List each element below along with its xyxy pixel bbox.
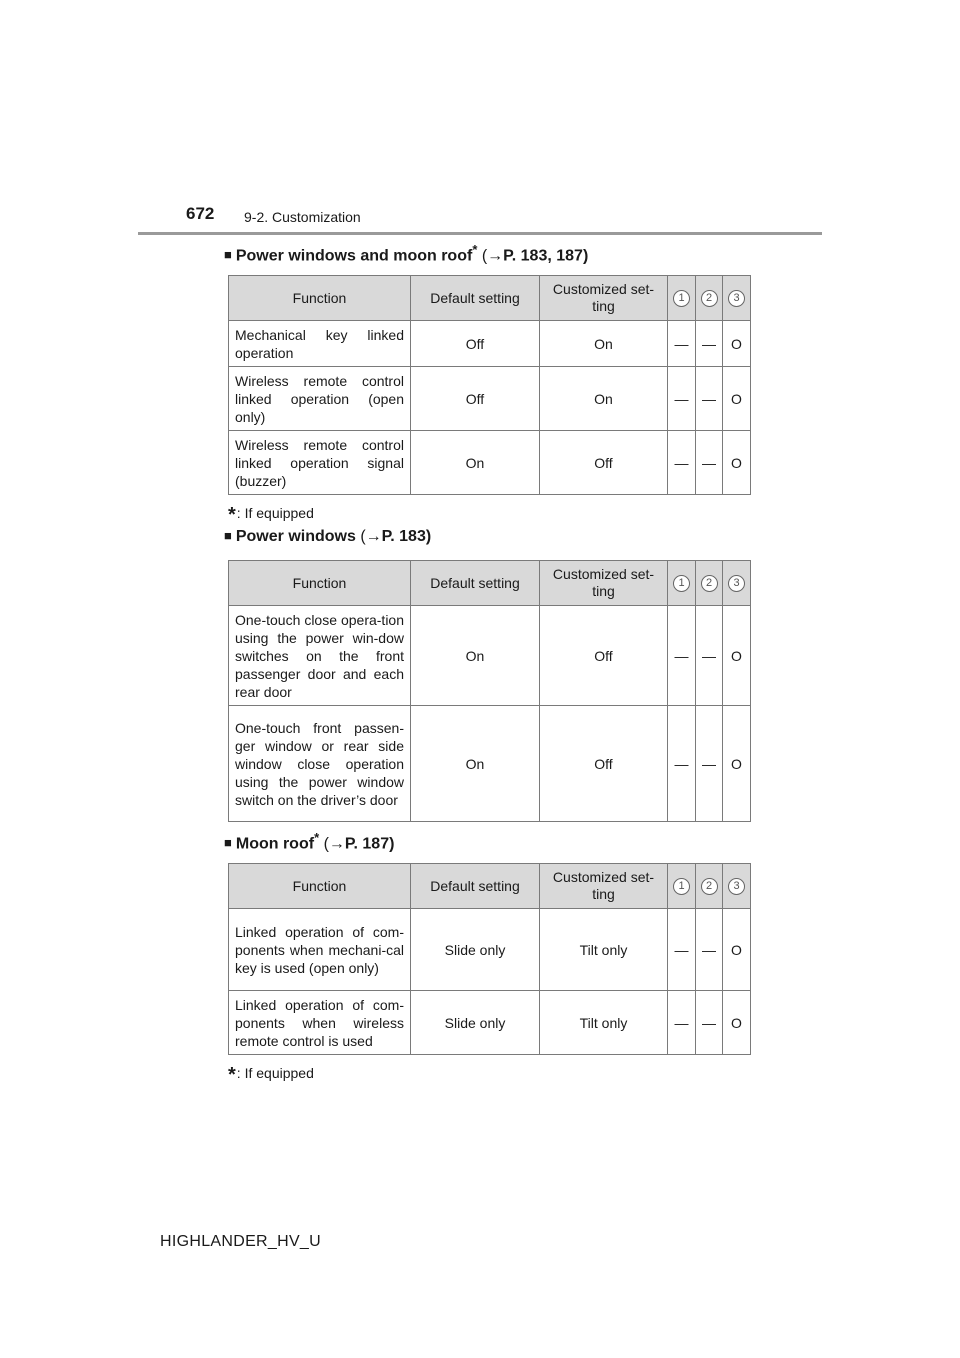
method-3-cell: O: [723, 991, 751, 1055]
table-row: [229, 706, 751, 822]
col-method-2: [696, 864, 723, 909]
circled-2-icon: 2: [701, 290, 718, 307]
square-bullet-icon: ■: [224, 528, 232, 543]
circled-1-icon: 1: [673, 575, 690, 592]
method-1-cell: —: [668, 431, 696, 495]
circled-1-icon: 1: [673, 290, 690, 307]
custom-cell: On: [540, 367, 668, 431]
table-header-row: [229, 864, 751, 909]
table-row: [229, 991, 751, 1055]
method-2-cell: —: [696, 606, 723, 706]
footnote: [228, 1061, 314, 1084]
function-cell: Wireless remote control linked operation (open only): [229, 367, 411, 431]
page-number: 672: [186, 204, 215, 223]
custom-cell: Off: [540, 606, 668, 706]
circled-3-icon: 3: [728, 575, 745, 592]
arrow-right-icon: →: [328, 835, 345, 853]
col-function: Function: [229, 864, 411, 909]
custom-cell: Off: [540, 431, 668, 495]
default-cell: On: [411, 606, 540, 706]
table-row: [229, 367, 751, 431]
settings-table-power-windows-moon-roof: [228, 275, 751, 495]
circled-1-icon: 1: [673, 878, 690, 895]
method-3-cell: O: [723, 706, 751, 822]
default-cell: Off: [411, 321, 540, 367]
footnote-star-icon: *: [472, 242, 478, 257]
col-method-2: [696, 276, 723, 321]
col-default-setting: Default setting: [411, 561, 540, 606]
footnote-star-icon: *: [228, 504, 236, 526]
method-2-cell: —: [696, 367, 723, 431]
section-heading-power-windows: [224, 528, 431, 546]
ref-open: (: [481, 247, 488, 265]
method-2-cell: —: [696, 909, 723, 991]
page-ref-link[interactable]: P. 183): [381, 528, 432, 545]
function-cell: One-touch front passen-ger window or rear side window close operation using the power window switch on the driver’s door: [229, 706, 411, 822]
custom-cell: Off: [540, 706, 668, 822]
table-row: [229, 321, 751, 367]
method-1-cell: —: [668, 321, 696, 367]
method-3-cell: O: [723, 909, 751, 991]
section-heading-power-windows-moon-roof: [224, 242, 588, 265]
circled-3-icon: 3: [728, 290, 745, 307]
col-customized-setting: Customized set- ting: [540, 276, 668, 321]
method-1-cell: —: [668, 367, 696, 431]
square-bullet-icon: ■: [224, 247, 232, 263]
table-header-row: [229, 276, 751, 321]
footnote: [228, 501, 314, 524]
col-method-1: [668, 561, 696, 606]
page-ref-link[interactable]: P. 187): [344, 835, 395, 853]
section-title: Power windows and moon roof: [235, 247, 473, 265]
circled-2-icon: 2: [701, 575, 718, 592]
method-1-cell: —: [668, 706, 696, 822]
arrow-right-icon: →: [365, 528, 382, 545]
footnote-star-icon: *: [228, 1064, 236, 1086]
chapter-title: 9-2. Customization: [244, 209, 361, 225]
col-function: Function: [229, 561, 411, 606]
default-cell: On: [411, 431, 540, 495]
col-default-setting: Default setting: [411, 276, 540, 321]
function-cell: Wireless remote control linked operation signal (buzzer): [229, 431, 411, 495]
default-cell: Slide only: [411, 991, 540, 1055]
custom-cell: On: [540, 321, 668, 367]
page-ref-link[interactable]: P. 183, 187): [503, 247, 589, 265]
settings-table-power-windows: [228, 560, 751, 822]
method-1-cell: —: [668, 991, 696, 1055]
method-2-cell: —: [696, 321, 723, 367]
method-3-cell: O: [723, 606, 751, 706]
method-1-cell: —: [668, 606, 696, 706]
col-function: Function: [229, 276, 411, 321]
method-2-cell: —: [696, 706, 723, 822]
default-cell: On: [411, 706, 540, 822]
method-3-cell: O: [723, 367, 751, 431]
col-method-2: [696, 561, 723, 606]
circled-3-icon: 3: [728, 878, 745, 895]
col-method-3: [723, 276, 751, 321]
method-3-cell: O: [723, 321, 751, 367]
footnote-star-icon: *: [314, 830, 320, 845]
method-1-cell: —: [668, 909, 696, 991]
table-row: [229, 431, 751, 495]
arrow-right-icon: →: [487, 247, 504, 265]
section-heading-moon-roof: [224, 830, 394, 853]
col-method-1: [668, 864, 696, 909]
footnote-text: : If equipped: [236, 1065, 314, 1081]
section-title: Power windows: [235, 528, 356, 545]
ref-open: (: [323, 835, 329, 853]
method-2-cell: —: [696, 431, 723, 495]
method-3-cell: O: [723, 431, 751, 495]
col-method-1: [668, 276, 696, 321]
table-row: [229, 606, 751, 706]
default-cell: Off: [411, 367, 540, 431]
custom-cell: Tilt only: [540, 909, 668, 991]
custom-cell: Tilt only: [540, 991, 668, 1055]
header-rule: [138, 232, 822, 235]
function-cell: Linked operation of com-ponents when mechani-cal key is used (open only): [229, 909, 411, 991]
settings-table-moon-roof: [228, 863, 751, 1055]
square-bullet-icon: ■: [224, 835, 232, 851]
function-cell: One-touch close opera-tion using the power win-dow switches on the front passenger door and each rear door: [229, 606, 411, 706]
col-method-3: [723, 561, 751, 606]
default-cell: Slide only: [411, 909, 540, 991]
method-2-cell: —: [696, 991, 723, 1055]
col-customized-setting: Customized set- ting: [540, 864, 668, 909]
col-default-setting: Default setting: [411, 864, 540, 909]
table-row: [229, 909, 751, 991]
col-customized-setting: Customized set- ting: [540, 561, 668, 606]
section-title: Moon roof: [235, 835, 315, 853]
function-cell: Linked operation of com-ponents when wireless remote control is used: [229, 991, 411, 1055]
function-cell: Mechanical key linked operation: [229, 321, 411, 367]
model-code-footer: HIGHLANDER_HV_U: [160, 1233, 321, 1250]
ref-open: (: [360, 528, 366, 545]
col-method-3: [723, 864, 751, 909]
circled-2-icon: 2: [701, 878, 718, 895]
table-header-row: [229, 561, 751, 606]
footnote-text: : If equipped: [236, 505, 314, 521]
